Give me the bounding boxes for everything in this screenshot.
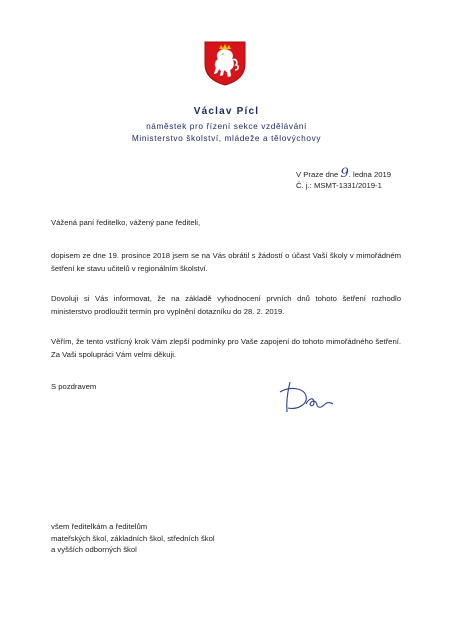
- date-line: [296, 168, 391, 180]
- handwritten-signature: [276, 378, 338, 416]
- czech-lion-emblem: [203, 40, 247, 86]
- addressee-line-1: všem ředitelkám a ředitelům: [51, 522, 148, 531]
- paragraph-2: Dovoluji si Vás informovat, že na základě vyhodnocení prvních dnů tohoto šetření rozhodlo ministerstvo prodloužit termín pro vyplnění dotazníku do 28. 2. 2019.: [51, 294, 401, 316]
- addressee-line-2: mateřských škol, základních škol, středních škol: [51, 533, 215, 543]
- date-prefix: V Praze dne: [296, 170, 341, 179]
- paragraph-3: Věřím, že tento vstřícný krok Vám zlepší podmínky pro Vaše zapojení do tohoto mimořádného šetření. Za Vaši spolupráci Vám velmi děkuji.: [51, 337, 401, 359]
- handwritten-day: 9: [340, 166, 349, 181]
- closing: S pozdravem: [51, 382, 97, 391]
- date-block: [296, 168, 391, 191]
- salutation: Vážená paní ředitelko, vážený pane řediteli,: [51, 218, 201, 227]
- sender-role: náměstek pro řízení sekce vzdělávání: [146, 121, 307, 131]
- addressee-line-3: a vyšších odborných škol: [51, 545, 137, 554]
- addressee-block: [51, 521, 215, 556]
- reference-number: Č. j.: MSMT-1331/2019-1: [296, 181, 382, 190]
- date-suffix: . ledna 2019: [348, 170, 392, 179]
- sender-name: Václav Pícl: [193, 106, 260, 117]
- paragraph-1: dopisem ze dne 19. prosince 2018 jsem se na Vás obrátil s žádostí o účast Vaší školy v mimořádném šetření ke stavu učitelů v regionálním školství.: [51, 251, 401, 273]
- ministry-name: Ministerstvo školství, mládeže a tělovýchovy: [131, 133, 322, 143]
